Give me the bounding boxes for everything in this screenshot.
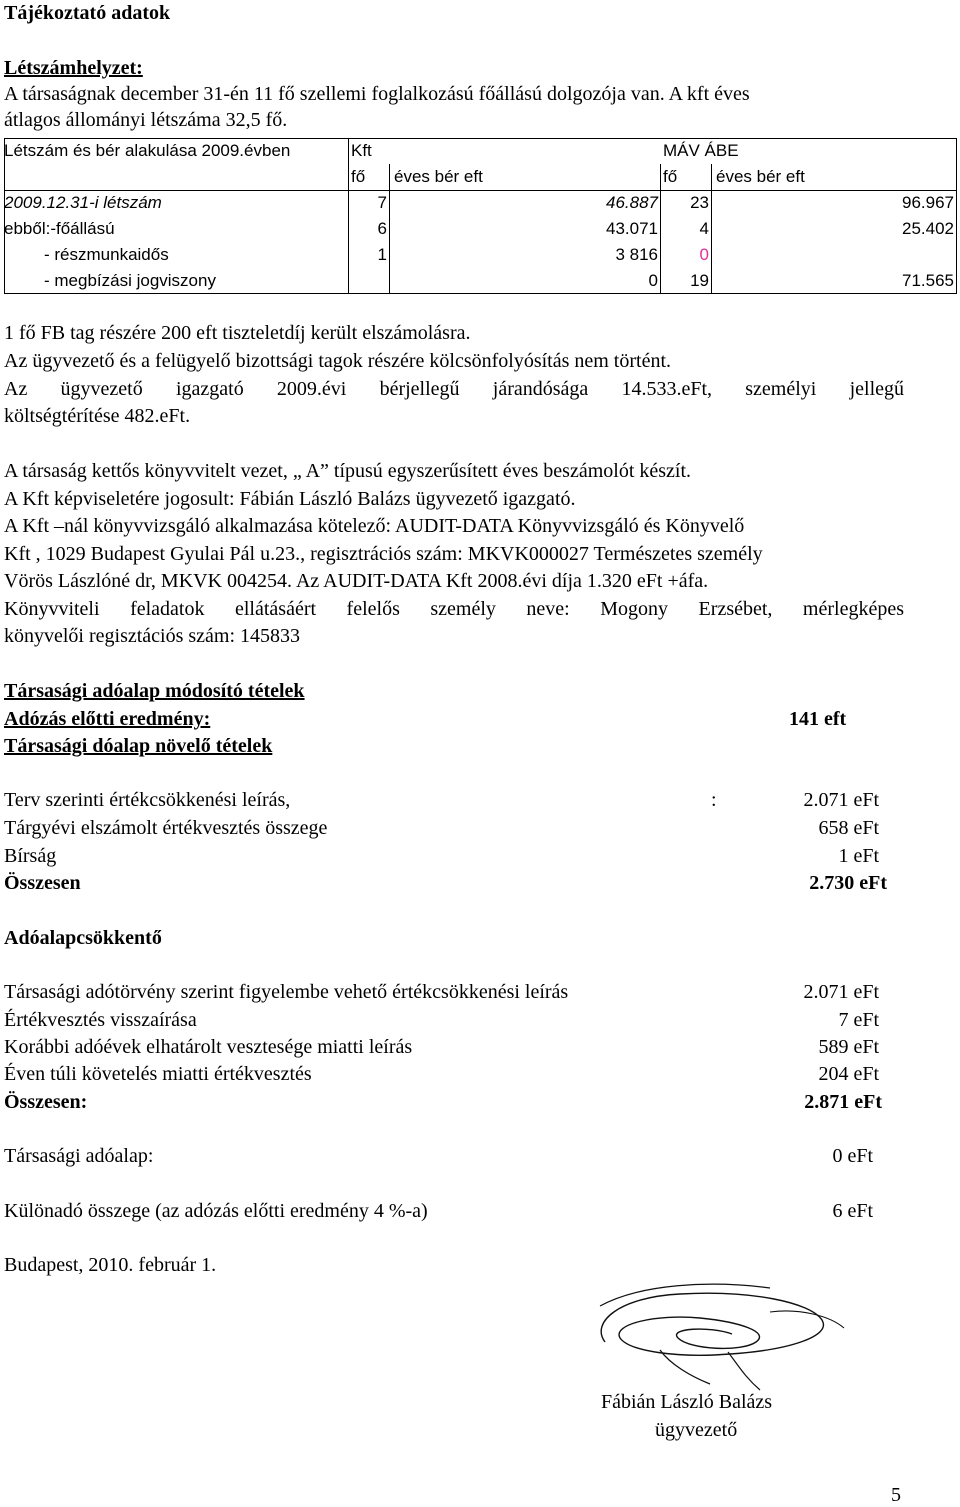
table-cell: 3 816 (615, 245, 658, 264)
table-cell: 96.967 (902, 193, 954, 212)
tax-base-value: 0 eFt (832, 1145, 873, 1167)
increase-heading: Társasági dóalap növelő tételek (4, 735, 273, 757)
table-group-mav: MÁV ÁBE (663, 141, 739, 160)
decrease-total-label: Összesen: (4, 1091, 88, 1113)
table-cell: 23 (690, 193, 709, 212)
increase-item-value: 2.071 eFt (803, 789, 879, 811)
note-loan: Az ügyvezető és a felügyelő bizottsági tagok részére kölcsönfolyósítás nem történt. (4, 350, 672, 372)
info-auditor-2: Kft , 1029 Budapest Gyulai Pál u.23., regisztrációs szám: MKVK000027 Természetes személy (4, 543, 763, 565)
table-cell: 19 (690, 271, 709, 290)
pretax-heading: Adózás előtti eredmény: (4, 708, 211, 730)
tax-base-label: Társasági adóalap: (4, 1145, 154, 1167)
info-accountant-1: Könyvviteli feladatok ellátásáért felelős személy neve: Mogony Erzsébet, mérlegképes (4, 598, 904, 620)
page-number: 5 (891, 1484, 901, 1506)
info-bookkeeping: A társaság kettős könyvvitelt vezet, „ A” típusú egyszerűsített éves beszámolót készít. (4, 460, 692, 482)
signature-image (560, 1272, 860, 1392)
info-auditor-3: Vörös Lászlóné dr, MKVK 004254. Az AUDIT-DATA Kft 2008.évi díja 1.320 eFt +áfa. (4, 570, 709, 592)
increase-item-label: Terv szerinti értékcsökkenési leírás, (4, 789, 291, 811)
table-col-fo-2: fő (663, 167, 678, 186)
pretax-value: 141 eft (789, 708, 847, 730)
special-tax-value: 6 eFt (832, 1200, 873, 1222)
table-row-label: - megbízási jogviszony (44, 271, 216, 290)
special-tax-label: Különadó összege (az adózás előtti eredmény 4 %-a) (4, 1200, 428, 1222)
info-accountant-2: könyvelői regisztációs szám: 145833 (4, 625, 301, 647)
info-representative: A Kft képviseletére jogosult: Fábián László Balázs ügyvezető igazgató. (4, 488, 576, 510)
decrease-item-value: 2.071 eFt (803, 981, 879, 1003)
table-cell: 7 (377, 193, 387, 212)
increase-total-label: Összesen (4, 872, 81, 894)
staffing-table (4, 138, 957, 294)
page-title: Tájékoztató adatok (4, 2, 171, 24)
place-date: Budapest, 2010. február 1. (4, 1254, 217, 1276)
table-col-ber-2: éves bér eft (716, 167, 805, 186)
increase-item-label: Bírság (4, 845, 57, 867)
decrease-item-label: Értékvesztés visszaírása (4, 1009, 197, 1031)
increase-total-value: 2.730 eFt (809, 872, 887, 894)
table-col-fo-1: fő (351, 167, 366, 186)
signer-name: Fábián László Balázs (601, 1391, 773, 1413)
note-salary-2: költségtérítése 482.eFt. (4, 405, 191, 427)
headcount-heading: Létszámhelyzet: (4, 57, 143, 79)
note-fb: 1 fő FB tag részére 200 eft tiszteletdíj került elszámolásra. (4, 322, 471, 344)
signer-role: ügyvezető (655, 1419, 738, 1441)
table-row-label: - részmunkaidős (44, 245, 169, 264)
table-caption: Létszám és bér alakulása 2009.évben (4, 141, 291, 160)
table-cell: 71.565 (902, 271, 954, 290)
table-cell: 6 (377, 219, 387, 238)
decrease-total-value: 2.871 eFt (804, 1091, 882, 1113)
info-auditor-1: A Kft –nál könyvvizsgáló alkalmazása kötelező: AUDIT-DATA Könyvvizsgáló és Könyvelő (4, 515, 745, 537)
increase-item-value: 1 eFt (838, 845, 879, 867)
table-cell: 43.071 (606, 219, 658, 238)
increase-item-label: Tárgyévi elszámolt értékvesztés összege (4, 817, 328, 839)
increase-item-colon: : (711, 789, 717, 811)
table-group-kft: Kft (351, 141, 372, 160)
increase-item-value: 658 eFt (818, 817, 879, 839)
decrease-heading: Adóalapcsökkentő (4, 927, 162, 949)
table-cell: 1 (377, 245, 387, 264)
decrease-item-value: 7 eFt (838, 1009, 879, 1031)
table-row-label: ebből:-főállású (4, 219, 115, 238)
decrease-item-label: Társasági adótörvény szerint figyelembe vehető értékcsökkenési leírás (4, 981, 569, 1003)
tax-heading: Társasági adóalap módosító tételek (4, 680, 305, 702)
decrease-item-label: Éven túli követelés miatti értékvesztés (4, 1063, 312, 1085)
table-row-label: 2009.12.31-i létszám (4, 193, 162, 212)
headcount-line-2: átlagos állományi létszáma 32,5 fő. (4, 109, 288, 131)
table-cell: 4 (699, 219, 709, 238)
note-salary-1: Az ügyvezető igazgató 2009.évi bérjellegű járandósága 14.533.eFt, személyi jellegű (4, 378, 904, 400)
table-cell: 46.887 (606, 193, 658, 212)
table-col-ber-1: éves bér eft (394, 167, 483, 186)
headcount-line-1: A társaságnak december 31-én 11 fő szellemi foglalkozású főállású dolgozója van. A kft éves (4, 83, 750, 105)
decrease-item-value: 204 eFt (818, 1063, 879, 1085)
table-cell: 0 (648, 271, 658, 290)
table-cell: 0 (699, 245, 709, 264)
decrease-item-value: 589 eFt (818, 1036, 879, 1058)
decrease-item-label: Korábbi adóévek elhatárolt vesztesége miatti leírás (4, 1036, 413, 1058)
table-cell: 25.402 (902, 219, 954, 238)
